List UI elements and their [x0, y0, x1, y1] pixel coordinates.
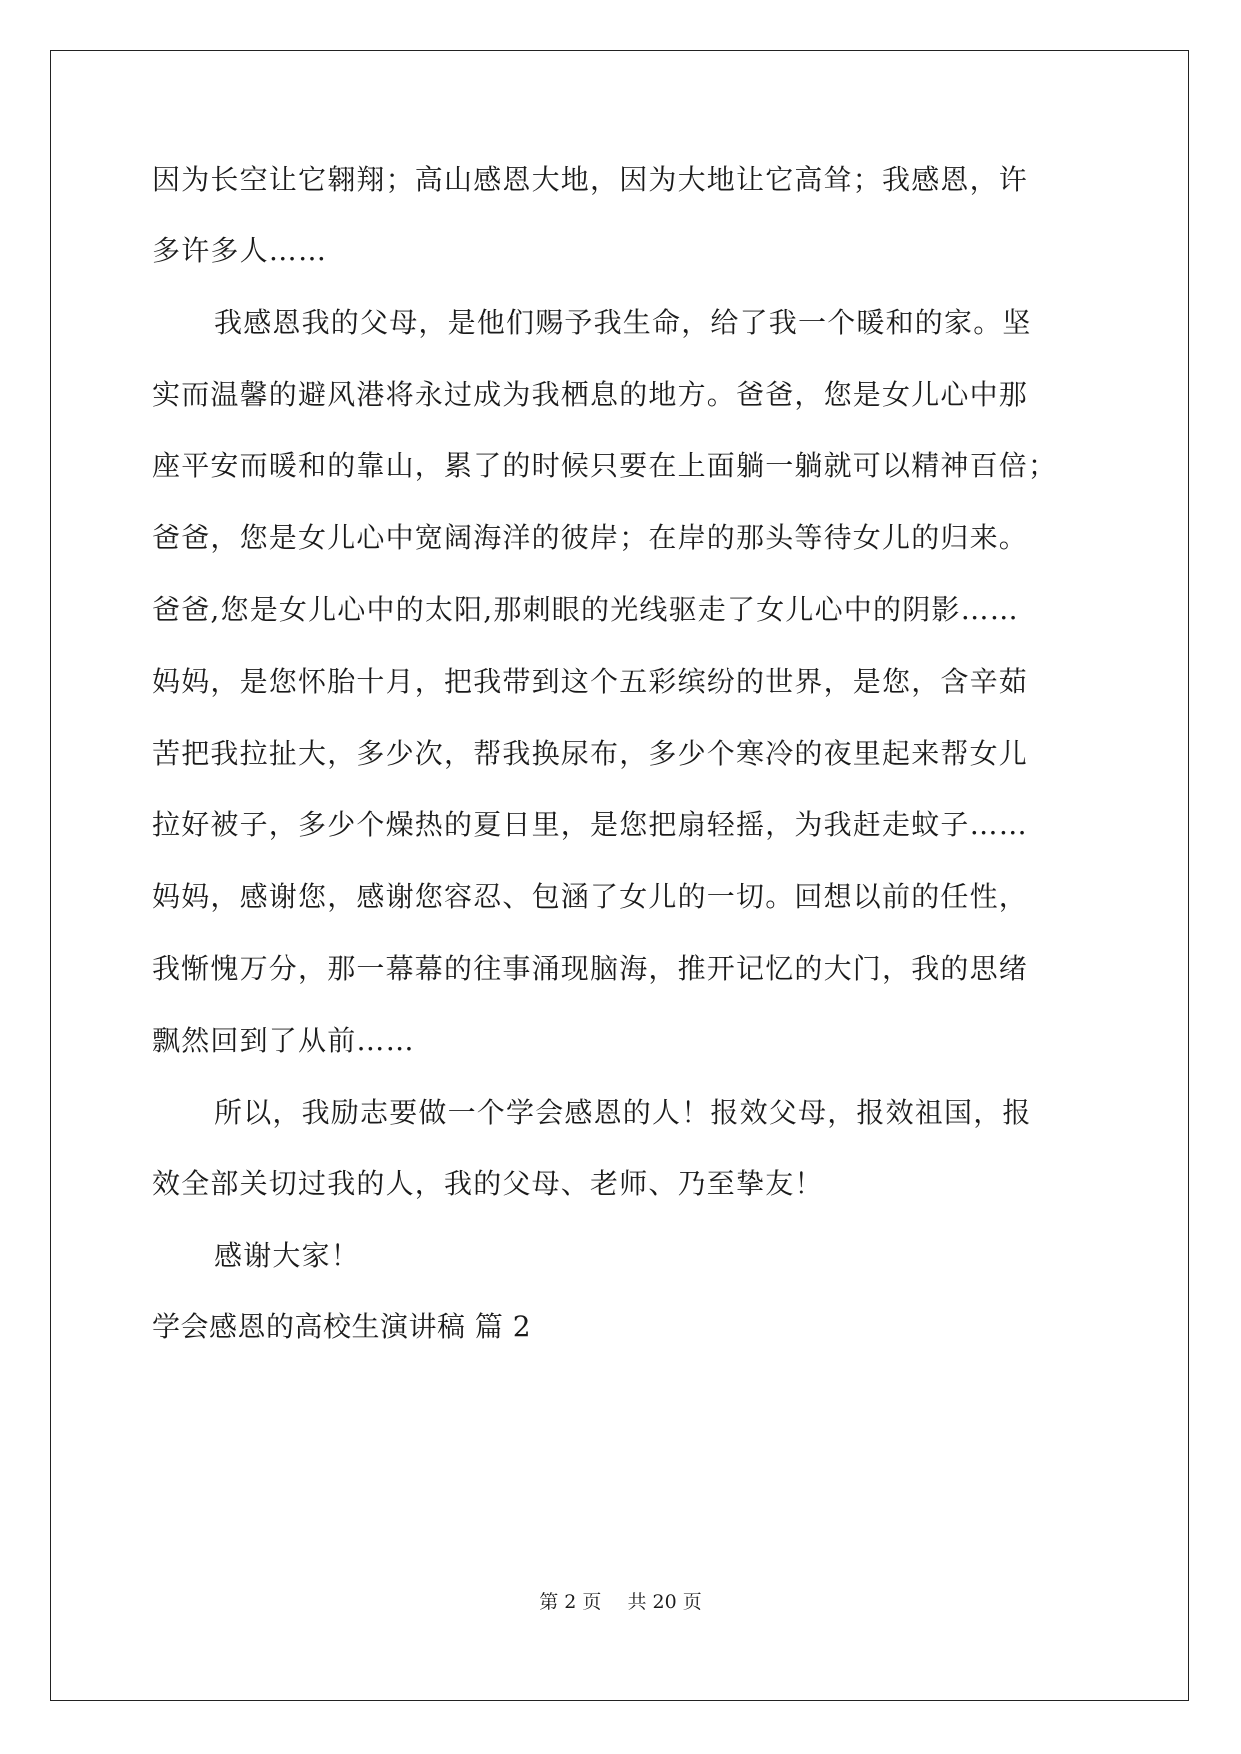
- paragraph-line: 所以，我励志要做一个学会感恩的人！报效父母，报效祖国，报: [214, 1096, 1032, 1129]
- page-border: [50, 50, 1189, 1701]
- paragraph-line: 飘然回到了从前……: [152, 1024, 415, 1057]
- paragraph-line: 妈妈，感谢您，感谢您容忍、包涵了女儿的一切。回想以前的任性，: [152, 880, 1029, 913]
- page-number: 第 2 页: [539, 1591, 602, 1613]
- paragraph-line: 效全部关切过我的人，我的父母、老师、乃至挚友！: [152, 1167, 824, 1200]
- paragraph-line: 爸爸，您是女儿心中宽阔海洋的彼岸；在岸的那头等待女儿的归来。: [152, 521, 1029, 554]
- paragraph-line: 我感恩我的父母，是他们赐予我生命，给了我一个暖和的家。坚: [214, 306, 1032, 339]
- paragraph-line: 实而温馨的避风港将永过成为我栖息的地方。爸爸，您是女儿心中那: [152, 378, 1029, 411]
- paragraph-line: 我惭愧万分，那一幕幕的往事涌现脑海，推开记忆的大门，我的思绪: [152, 952, 1029, 985]
- paragraph-line: 爸爸,您是女儿心中的太阳,那刺眼的光线驱走了女儿心中的阴影……: [152, 593, 1020, 626]
- paragraph-line: 感谢大家！: [214, 1239, 361, 1272]
- paragraph-line: 因为长空让它翱翔；高山感恩大地，因为大地让它高耸；我感恩，许: [152, 163, 1029, 196]
- paragraph-line: 多许多人……: [152, 234, 328, 267]
- paragraph-line: 拉好被子，多少个燥热的夏日里，是您把扇轻摇，为我赶走蚊子……: [152, 808, 1029, 841]
- paragraph-line: 苦把我拉扯大，多少次，帮我换尿布，多少个寒冷的夜里起来帮女儿: [152, 737, 1029, 770]
- paragraph-line: 妈妈，是您怀胎十月，把我带到这个五彩缤纷的世界，是您，含辛茹: [152, 665, 1029, 698]
- paragraph-line: 座平安而暖和的靠山，累了的时候只要在上面躺一躺就可以精神百倍；: [152, 449, 1058, 482]
- section-heading: 学会感恩的高校生演讲稿 篇 2: [152, 1310, 532, 1343]
- page-footer: [0, 1587, 1241, 1614]
- page-total: 共 20 页: [627, 1591, 702, 1613]
